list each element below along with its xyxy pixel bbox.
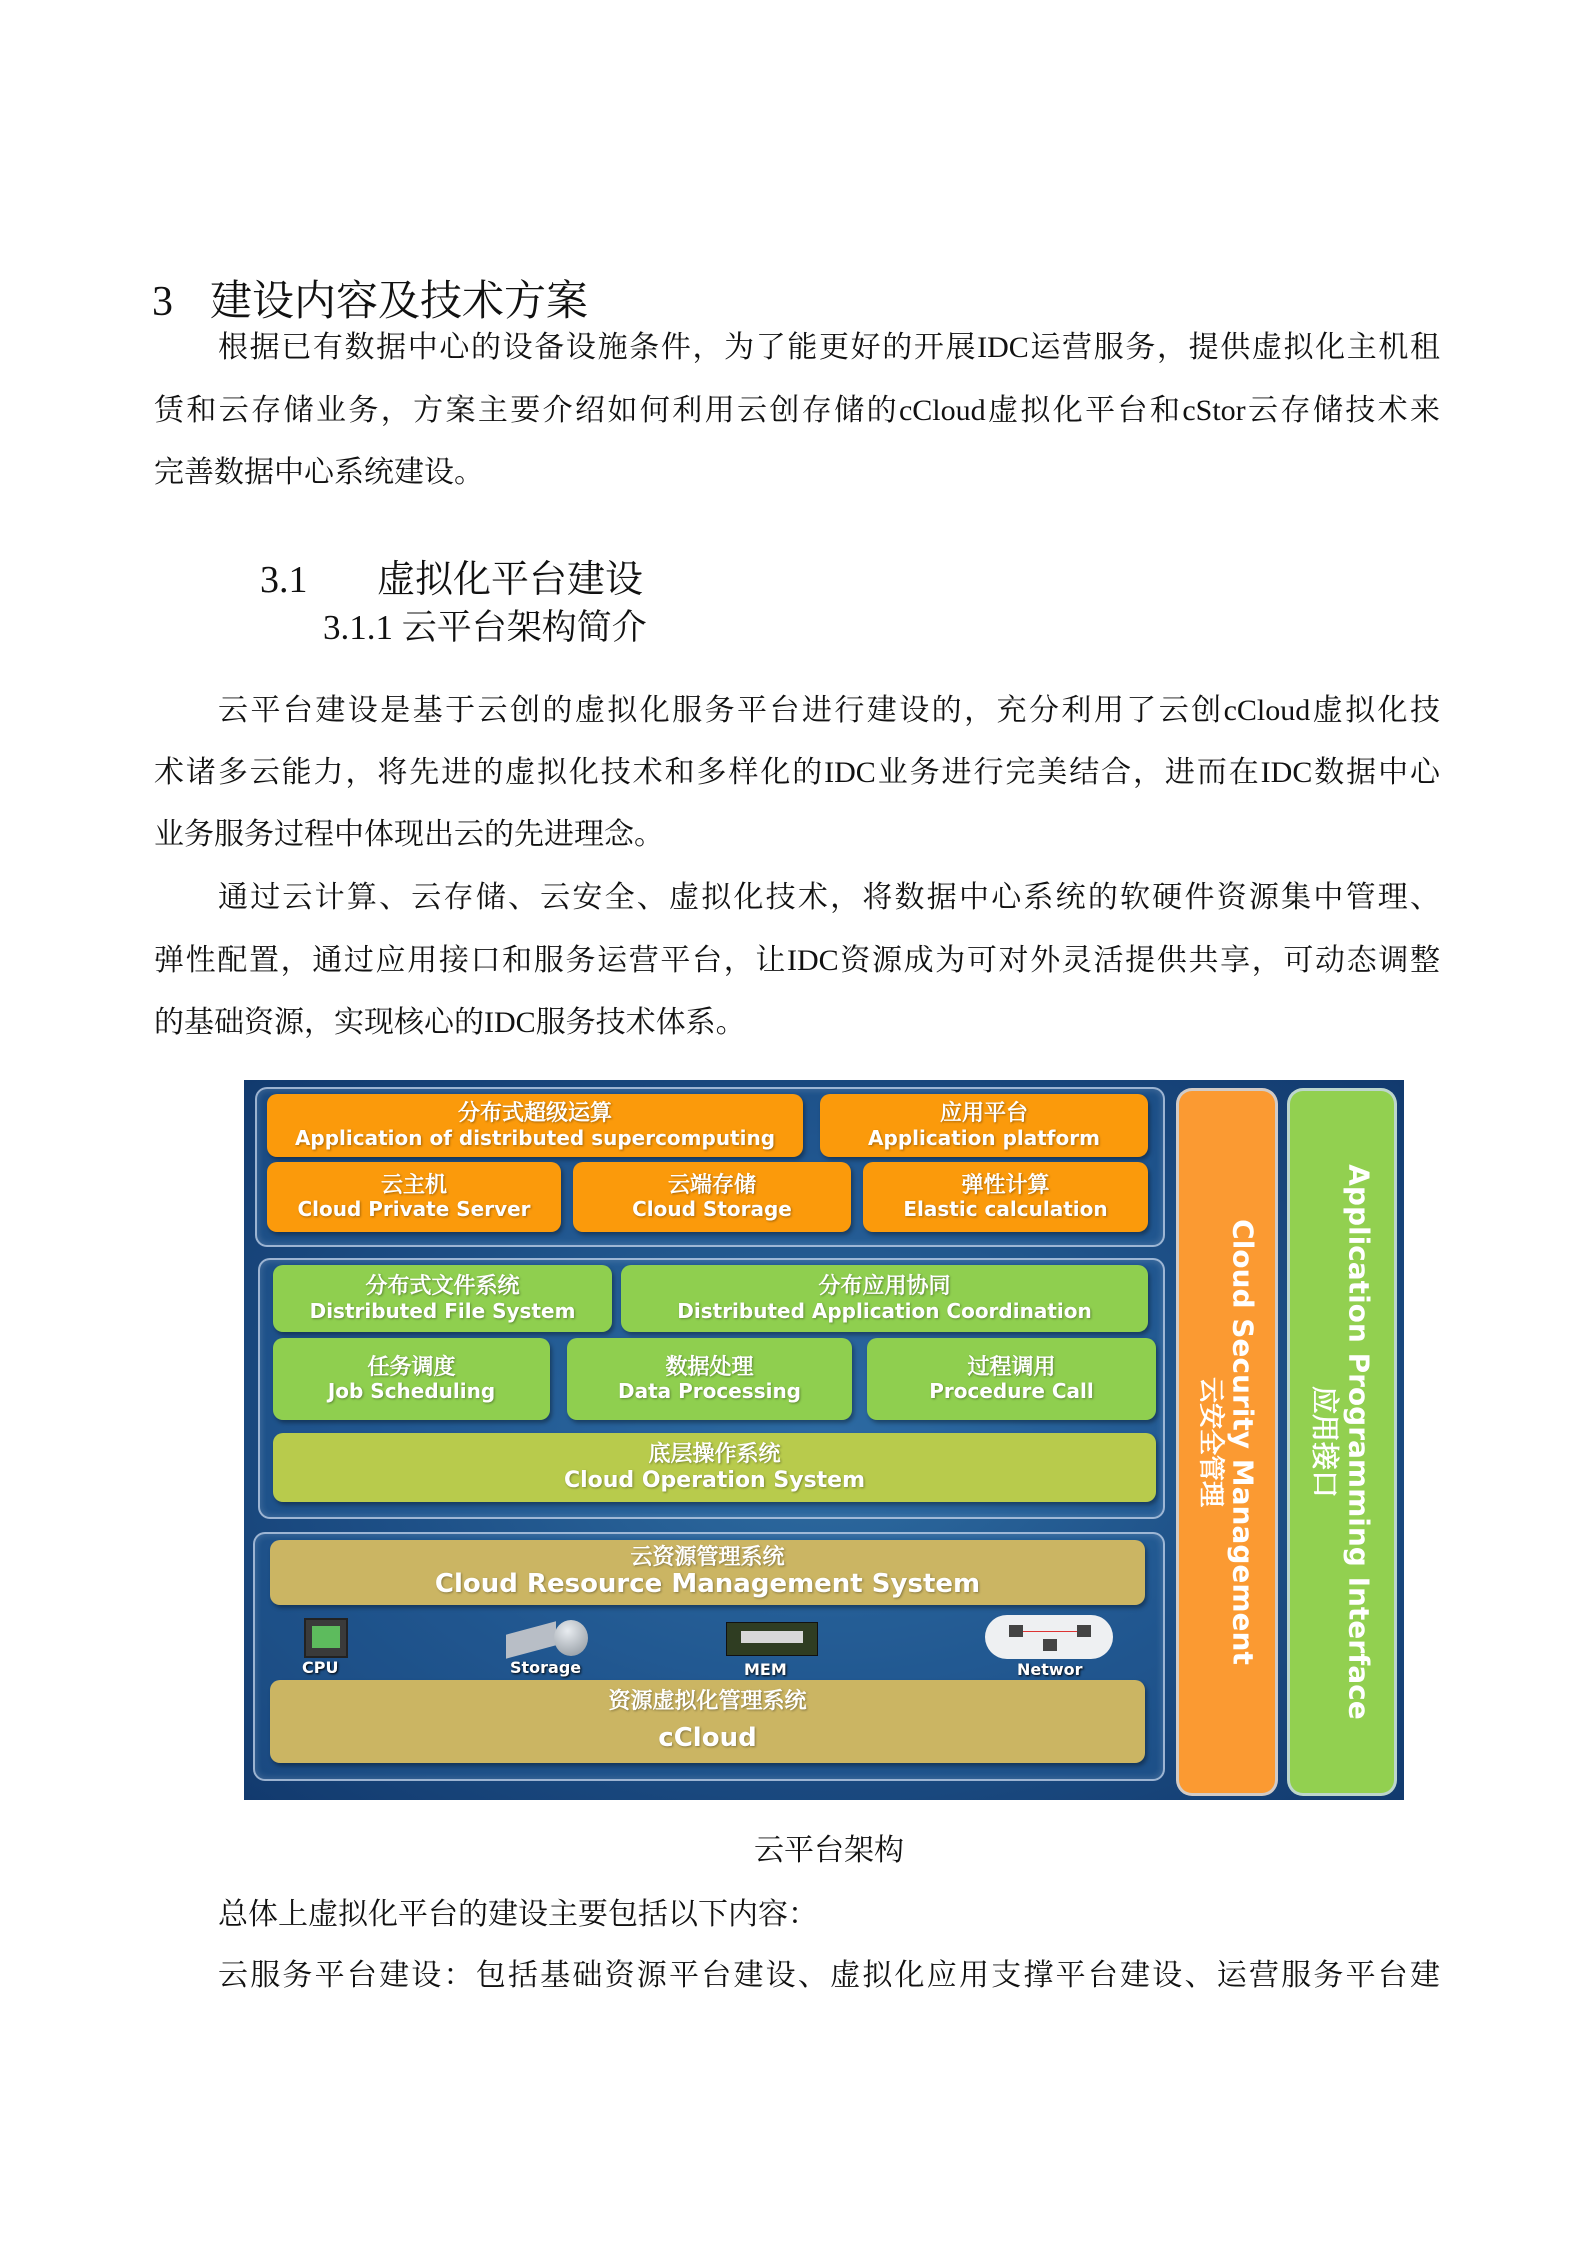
hardware-label: Storage	[510, 1658, 582, 1677]
network-icon	[985, 1615, 1113, 1659]
para1-line: 云平台建设是基于云创的虚拟化服务平台进行建设的，充分利用了云创cCloud虚拟化技	[218, 694, 1440, 727]
box-distributed-supercomputing: 分布式超级运算 Application of distributed supercomputing	[267, 1094, 803, 1157]
subsubsection-heading: 3.1.1 云平台架构简介	[323, 608, 647, 647]
box-cloud-resource-management: 云资源管理系统 Cloud Resource Management System	[270, 1540, 1145, 1605]
security-cn-label: 云安全管理	[1195, 1376, 1226, 1508]
box-cloud-storage: 云端存储 Cloud Storage	[573, 1162, 851, 1232]
box-cloud-operation-system: 底层操作系统 Cloud Operation System	[273, 1433, 1156, 1502]
section-heading: 3 建设内容及技术方案	[152, 279, 589, 325]
security-en-label: Cloud Security Management	[1226, 1219, 1260, 1665]
para1-line: 术诸多云能力，将先进的虚拟化技术和多样化的IDC业务进行完美结合，进而在IDC数据中心	[154, 756, 1440, 789]
box-resource-virtualization: 资源虚拟化管理系统 cCloud	[270, 1680, 1145, 1763]
body-line: 总体上虚拟化平台的建设主要包括以下内容：	[218, 1898, 818, 1931]
intro-line: 根据已有数据中心的设备设施条件，为了能更好的开展IDC运营服务，提供虚拟化主机租	[218, 331, 1440, 364]
para1-line: 业务服务过程中体现出云的先进理念。	[154, 818, 664, 851]
box-cloud-private-server: 云主机 Cloud Private Server	[267, 1162, 561, 1232]
intro-line: 赁和云存储业务，方案主要介绍如何利用云创存储的cCloud虚拟化平台和cStor云存储技术来	[154, 394, 1440, 427]
body-line: 云服务平台建设：包括基础资源平台建设、虚拟化应用支撑平台建设、运营服务平台建	[218, 1959, 1440, 1992]
para2-line: 弹性配置，通过应用接口和服务运营平台，让IDC资源成为可对外灵活提供共享，可动态调整	[154, 944, 1440, 977]
hardware-label: CPU	[302, 1658, 339, 1677]
figure-caption: 云平台架构	[754, 1834, 904, 1867]
box-job-scheduling: 任务调度 Job Scheduling	[273, 1338, 550, 1420]
api-en-label: Application Programming Interface	[1342, 1164, 1376, 1720]
cpu-icon	[304, 1618, 348, 1658]
memory-icon	[726, 1622, 818, 1656]
column-cloud-security-management	[1176, 1088, 1278, 1796]
para2-line: 的基础资源，实现核心的IDC服务技术体系。	[154, 1006, 746, 1039]
box-distributed-file-system: 分布式文件系统 Distributed File System	[273, 1265, 612, 1332]
box-distributed-application-coordination: 分布应用协同 Distributed Application Coordination	[621, 1265, 1148, 1332]
para2-line: 通过云计算、云存储、云安全、虚拟化技术，将数据中心系统的软硬件资源集中管理、	[218, 881, 1440, 914]
box-procedure-call: 过程调用 Procedure Call	[867, 1338, 1156, 1420]
hardware-label: Networ	[1017, 1660, 1083, 1679]
hardware-label: MEM	[744, 1660, 787, 1679]
box-application-platform: 应用平台 Application platform	[820, 1094, 1148, 1157]
api-cn-label: 应用接口	[1309, 1385, 1342, 1498]
intro-line: 完善数据中心系统建设。	[154, 456, 484, 489]
cloud-architecture-diagram	[244, 1080, 1404, 1800]
storage-icon	[506, 1620, 590, 1656]
column-application-programming-interface	[1287, 1088, 1397, 1796]
subsection-heading: 3.1 虚拟化平台建设	[260, 559, 644, 601]
box-elastic-calculation: 弹性计算 Elastic calculation	[863, 1162, 1148, 1232]
box-data-processing: 数据处理 Data Processing	[567, 1338, 852, 1420]
